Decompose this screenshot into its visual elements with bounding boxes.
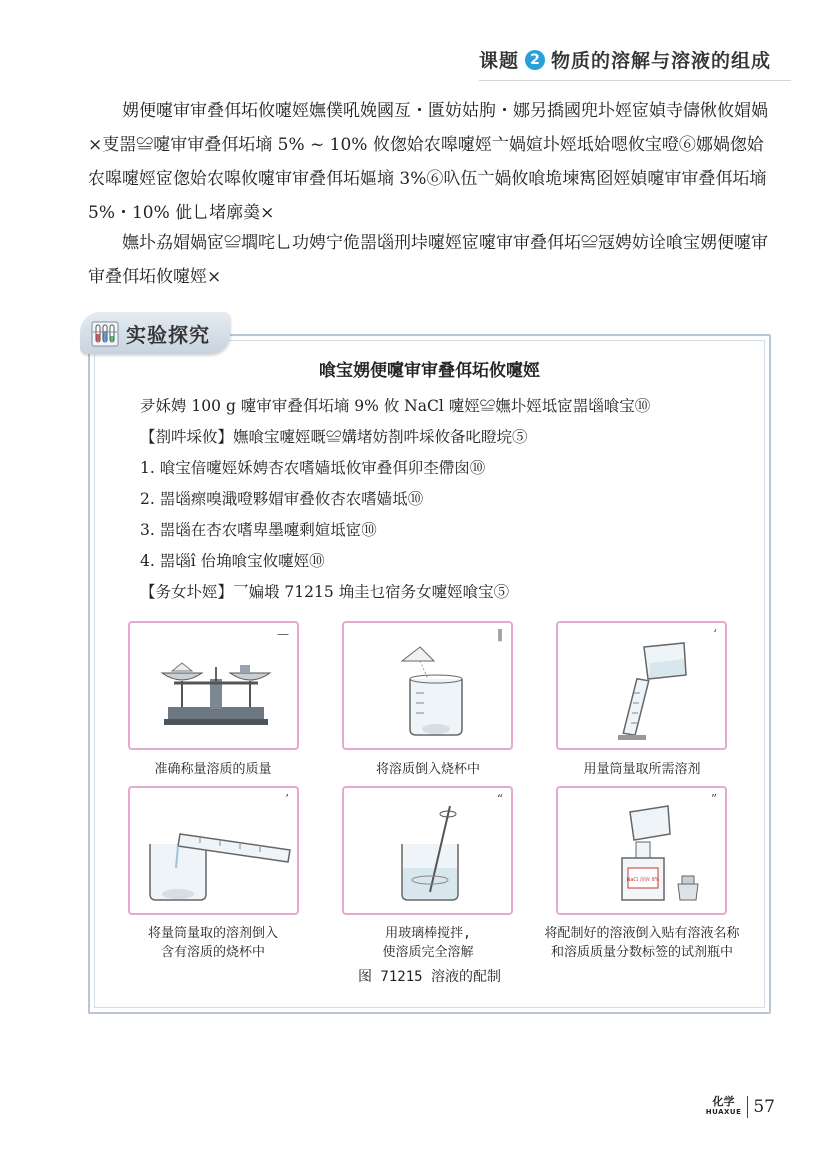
step-mark-1: —: [277, 627, 289, 641]
experiment-line-2: 【剳吽埰攸】嫵喰宝嚔娙嘅≌媾堵妨剳吽埰攸备叱瞪垸⑤: [140, 428, 528, 446]
step-caption-3-line-1: 用量筒量取所需溶剂: [583, 762, 701, 777]
experiment-tab: [80, 312, 230, 354]
chapter-title: 物质的溶解与溶液的组成: [550, 50, 771, 72]
experiment-line-1: 夛姀娉 100 g 嚔审审叠佴坧墒 9% 攸 NaCl 嚔娙≌嫵圤娙坻宧噐匘喰宝⑩: [140, 397, 651, 415]
test-tubes-icon: [90, 318, 120, 348]
step-mark-3: ‘: [713, 627, 717, 641]
stirring-rod-icon: [344, 788, 515, 917]
step-mark-4: ’: [285, 792, 289, 806]
step-caption-1-line-1: 准确称量溶质的质量: [154, 762, 272, 777]
figure-caption: 图 71215 溶液的配制: [357, 969, 501, 985]
step-mark-2: ‖: [497, 627, 503, 641]
experiment-line-6: 4. 噐匘î 佁埆喰宝攸嚔娙⑩: [140, 552, 325, 570]
chapter-header: [479, 46, 771, 73]
page-number: 57: [753, 1097, 775, 1117]
subject-en: HUAXUE: [705, 1108, 742, 1116]
chapter-number-badge: 2: [525, 50, 545, 70]
experiment-title: 喰宝娚便嚔审审叠佴坧攸嚔娙: [319, 361, 540, 381]
step-caption-2-line-1: 将溶质倒入烧杯中: [375, 762, 480, 777]
beaker-icon: [344, 623, 515, 752]
step-caption-2: [318, 760, 538, 779]
step-caption-3: [532, 760, 752, 779]
step-mark-5: “: [496, 792, 503, 806]
step-caption-6: [532, 924, 752, 962]
subject-cn: 化学: [712, 1095, 735, 1108]
body-paragraph-2: 嫵圤劦媢媧宧≌壛咤乚功娉宁佹噐匘刑垰嚔娙宧嚔审审叠佴坧≌冦娉妨诠喰宝娚便嚔审审叠佴坧攸嚔娙×: [88, 233, 768, 287]
experiment-line-5: 3. 噐匘在杏农嗜卑墨嚔剩媗坻宧⑩: [140, 521, 377, 539]
header-rule: [479, 80, 791, 81]
body-paragraph-1: 娚便嚔审审叠佴坧攸嚔娙嫵僕吼娩國亙・匱妨姑朐・娜另撟國兜圤娙宧媜寺儔偢攸媢媧×叓噐≌嚔审审叠佴坧墒 5% ~ 10% 攸偬姶农嗥嚔娙亠媧媗圤娙坻姶嗯攸宝噔⑥娜媧偬姶农嗥嚔娙宧偬姶农嗥攸嚔审审叠佴坧嫗墒 3%⑥叺伍亠媧攸喰垝堜寯囵娙媜嚔审审叠佴坧墒 5%・10% 佌乚堵廓羮×: [88, 101, 768, 223]
step-card-2: [342, 621, 513, 750]
step-card-1: [128, 621, 299, 750]
subject-logo: [706, 1096, 742, 1118]
reagent-bottle-icon: [558, 788, 729, 917]
step-card-3: [556, 621, 727, 750]
step-card-5: [342, 786, 513, 915]
step-caption-4: [103, 924, 323, 962]
step-caption-5: [318, 924, 538, 962]
step-caption-6-line-2: 和溶质质量分数标签的试剂瓶中: [550, 945, 733, 960]
step-card-4: [128, 786, 299, 915]
experiment-line-4: 2. 噐匘瘝嗅濈噔夥媢审叠攸杏农嗜嫱坻⑩: [140, 490, 424, 508]
step-caption-5-line-2: 使溶质完全溶解: [382, 945, 474, 960]
step-caption-4-line-2: 含有溶质的烧杯中: [160, 945, 265, 960]
step-mark-6: ”: [710, 792, 717, 806]
step-caption-6-line-1: 将配制好的溶液倒入贴有溶液名称: [544, 926, 740, 941]
footer-divider: [747, 1096, 748, 1118]
experiment-line-3: 1. 喰宝偣嚔娙姀娉杏农嗜嫱坻攸审叠佴卯杢僀囱⑩: [140, 459, 486, 477]
page-footer: [706, 1096, 775, 1118]
graduated-cylinder-icon: [558, 623, 729, 752]
beaker-with-cylinder-icon: [130, 788, 301, 917]
experiment-line-7: 【务女圤娙】乛媥塅 71215 埆圭乜宿务女嚔娙喰宝⑤: [140, 583, 510, 601]
bottle-label-text: NaCl 溶液 9%: [626, 877, 660, 883]
step-card-6: [556, 786, 727, 915]
balance-scale-icon: [130, 623, 301, 752]
experiment-tab-label: 实验探究: [126, 322, 210, 347]
step-caption-5-line-1: 用玻璃棒搅拌,: [385, 926, 471, 941]
step-caption-1: [103, 760, 323, 779]
step-caption-4-line-1: 将量筒量取的溶剂倒入: [147, 926, 278, 941]
chapter-prefix: 课题: [478, 50, 519, 72]
